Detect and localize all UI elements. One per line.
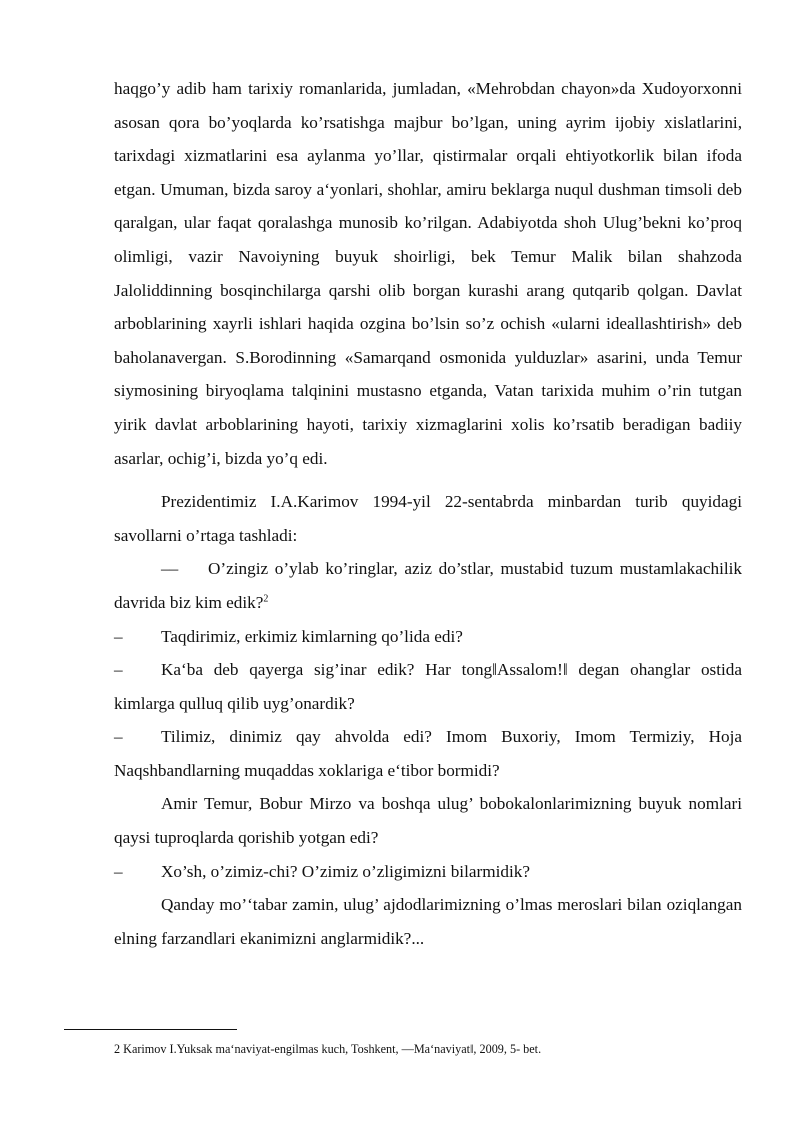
dash-marker: – xyxy=(114,660,123,680)
paragraph-6 xyxy=(114,720,742,787)
paragraph-8 xyxy=(114,855,742,889)
paragraph-5-text: Ka‘ba deb qayerga sig’inar edik? Har tong‖Assalom!‖ degan ohanglar ostida kimlarga qulluq qilib uyg’onardik? xyxy=(114,660,742,713)
footnote-ref: 2 xyxy=(263,593,269,605)
paragraph-3-text: O’zingiz o’ylab ko’ringlar, aziz do’stlar, mustabid tuzum mustamlakachilik davrida biz kim edik? xyxy=(114,559,742,612)
footnote: 2 Karimov I.Yuksak ma‘naviyat-engilmas kuch, Toshkent, ―Ma‘naviyat‖, 2009, 5- bet. xyxy=(114,1042,542,1056)
paragraph-9: Qanday mo’‘tabar zamin, ulug’ ajdodlarimizning o’lmas meroslari bilan oziqlangan elning farzandlari ekanimizni anglarmidik?... xyxy=(114,895,742,948)
paragraph-7: Amir Temur, Bobur Mirzo va boshqa ulug’ bobokalonlarimizning buyuk nomlari qaysi tuproqlarda qorishib yotgan edi? xyxy=(114,794,742,848)
paragraph-8-text: Xo’sh, o’zimiz-chi? O’zimiz o’zligimizni bilarmidik? xyxy=(161,861,530,881)
dash-marker: –– xyxy=(161,559,179,579)
body-text xyxy=(114,72,742,955)
paragraph-4 xyxy=(114,620,742,654)
dash-marker: – xyxy=(114,626,123,646)
dash-marker: – xyxy=(114,861,123,881)
dash-marker: – xyxy=(114,727,123,747)
paragraph-2: Prezidentimiz I.A.Karimov 1994-yil 22-sentabrda minbardan turib quyidagi savollarni o’rtaga tashladi: xyxy=(114,492,742,545)
footnote-separator xyxy=(64,1029,237,1030)
paragraph-1: haqgo’y adib ham tarixiy romanlarida, jumladan, «Mehrobdan chayon»da Xudoyorxonni asosan qora bo’yoqlarda ko’rsatishga majbur bo’lgan, uning ayrim ijobiy xislatlarini, tarixdagi xizmatlarini esa aylanma yo’llar, qistirmalar orqali ehtiyotkorlik bilan ifoda etgan. Umuman, bizda saroy a‘yonlari, shohlar, amiru beklarga nuqul dushman timsoli deb qaralgan, ular faqat qoralashga munosib ko’rilgan. Adabiyotda shoh Ulug’bekni ko’proq olimligi, vazir Navoiyning buyuk shoirligi, bek Temur Malik bilan shahzoda Jaloliddinning bosqinchilarga qarshi olib borgan kurashi arang qutqarib qolgan. Davlat arboblarining xayrli ishlari haqida ozgina bo’lsin so’z ochish «ularni ideallashtirish» deb baholanavergan. S.Borodinning «Samarqand osmonida yulduzlar» asarini, unda Temur siymosining biryoqlama talqinini mustasno etganda, Vatan tarixida muhim o’rin tutgan yirik davlat arboblarining hayoti, tarixiy xizmaglarini xolis ko’rsatib beradigan badiiy asarlar, ochig’i, bizda yo’q edi. xyxy=(114,79,742,468)
paragraph-5 xyxy=(114,653,742,720)
paragraph-6-text: Tilimiz, dinimiz qay ahvolda edi? Imom Buxoriy, Imom Termiziy, Hoja Naqshbandlarning muqaddas xoklariga e‘tibor bormidi? xyxy=(114,727,742,780)
paragraph-3 xyxy=(114,552,742,619)
paragraph-4-text: Taqdirimiz, erkimiz kimlarning qo’lida edi? xyxy=(161,626,463,646)
